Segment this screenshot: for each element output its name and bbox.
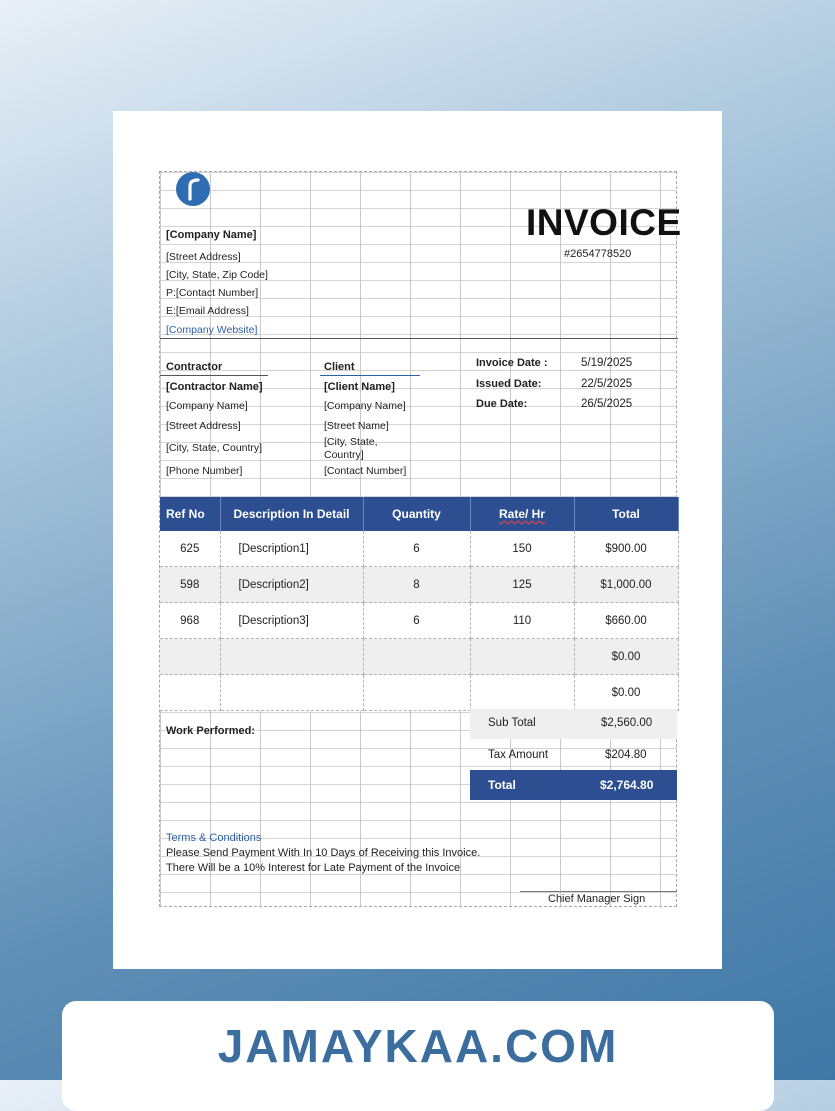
signature-label: Chief Manager Sign — [548, 893, 646, 905]
tax-value: $204.80 — [605, 749, 647, 761]
cell-total: $660.00 — [574, 603, 678, 639]
issued-date-value: 22/5/2025 — [581, 378, 633, 390]
grand-total-label: Total — [488, 778, 516, 792]
table-header-row — [160, 497, 678, 531]
company-city: [City, State, Zip Code] — [166, 269, 268, 281]
company-name: [Company Name] — [166, 229, 257, 241]
due-date-label: Due Date: — [476, 398, 528, 410]
cell-rate — [470, 639, 574, 675]
table-row — [160, 675, 678, 711]
footer-site-name[interactable]: JAMAYKAA.COM — [217, 1020, 619, 1072]
col-header-total: Total — [574, 497, 678, 531]
cell-rate — [470, 675, 574, 711]
invoice-paper — [113, 111, 722, 969]
client-city-line1: [City, State, — [324, 436, 378, 448]
cell-quantity — [363, 639, 470, 675]
invoice-sheet — [159, 171, 682, 907]
company-logo-icon — [176, 172, 210, 206]
footer-banner — [62, 1001, 774, 1111]
table-row — [160, 639, 678, 675]
tax-label: Tax Amount — [488, 749, 549, 761]
client-city-line2: Country] — [324, 449, 364, 461]
cell-description — [220, 675, 363, 711]
cell-rate: 125 — [470, 567, 574, 603]
invoice-date-label: Invoice Date : — [476, 357, 548, 369]
subtotal-value: $2,560.00 — [601, 717, 653, 729]
signature-line — [520, 891, 677, 892]
subtotal-label: Sub Total — [488, 717, 536, 729]
cell-ref: 625 — [160, 531, 220, 567]
cell-ref — [160, 675, 220, 711]
cell-description: [Description2] — [220, 567, 363, 603]
invoice-date-value: 5/19/2025 — [581, 357, 633, 369]
contractor-phone: [Phone Number] — [166, 465, 243, 477]
cell-description — [220, 639, 363, 675]
section-divider — [160, 338, 678, 339]
col-header-rate-label: Rate/ Hr — [498, 507, 545, 521]
table-row — [160, 603, 678, 639]
col-header-description: Description In Detail — [220, 497, 363, 531]
col-header-quantity: Quantity — [363, 497, 470, 531]
company-email: E:[Email Address] — [166, 305, 249, 317]
line-items-table — [160, 497, 679, 711]
table-row — [160, 531, 678, 567]
cell-description: [Description3] — [220, 603, 363, 639]
issued-date-label: Issued Date: — [476, 378, 542, 390]
work-performed-label: Work Performed: — [166, 725, 256, 737]
cell-ref — [160, 639, 220, 675]
cell-ref: 598 — [160, 567, 220, 603]
contractor-street: [Street Address] — [166, 420, 241, 432]
cell-total: $900.00 — [574, 531, 678, 567]
cell-description: [Description1] — [220, 531, 363, 567]
grand-total-bar — [470, 770, 677, 800]
terms-line-1: Please Send Payment With In 10 Days of Receiving this Invoice. — [166, 847, 481, 859]
invoice-number: #2654778520 — [564, 248, 632, 260]
client-underline — [320, 375, 420, 376]
client-street: [Street Name] — [324, 420, 389, 432]
company-phone: P:[Contact Number] — [166, 287, 259, 299]
client-name: [Client Name] — [324, 381, 395, 393]
table-row — [160, 567, 678, 603]
contractor-company: [Company Name] — [166, 400, 248, 412]
cell-quantity: 8 — [363, 567, 470, 603]
company-website-link[interactable]: [Company Website] — [166, 324, 258, 336]
cell-rate: 110 — [470, 603, 574, 639]
invoice-title: INVOICE — [526, 202, 682, 243]
client-contact: [Contact Number] — [324, 465, 407, 477]
cell-ref: 968 — [160, 603, 220, 639]
cell-quantity — [363, 675, 470, 711]
company-street: [Street Address] — [166, 251, 241, 263]
grand-total-value: $2,764.80 — [600, 778, 654, 792]
cell-total: $0.00 — [574, 675, 678, 711]
cell-quantity: 6 — [363, 531, 470, 567]
col-header-rate — [470, 497, 574, 531]
contractor-city: [City, State, Country] — [166, 442, 263, 454]
cell-total: $1,000.00 — [574, 567, 678, 603]
contractor-name: [Contractor Name] — [166, 381, 263, 393]
terms-heading: Terms & Conditions — [166, 832, 262, 844]
cell-quantity: 6 — [363, 603, 470, 639]
contractor-underline — [160, 375, 268, 376]
col-header-ref: Ref No — [160, 497, 220, 531]
contractor-heading: Contractor — [166, 361, 223, 373]
client-company: [Company Name] — [324, 400, 406, 412]
terms-line-2: There Will be a 10% Interest for Late Payment of the Invoice — [166, 862, 461, 874]
due-date-value: 26/5/2025 — [581, 398, 633, 410]
cell-rate: 150 — [470, 531, 574, 567]
cell-total: $0.00 — [574, 639, 678, 675]
client-heading: Client — [324, 361, 355, 373]
